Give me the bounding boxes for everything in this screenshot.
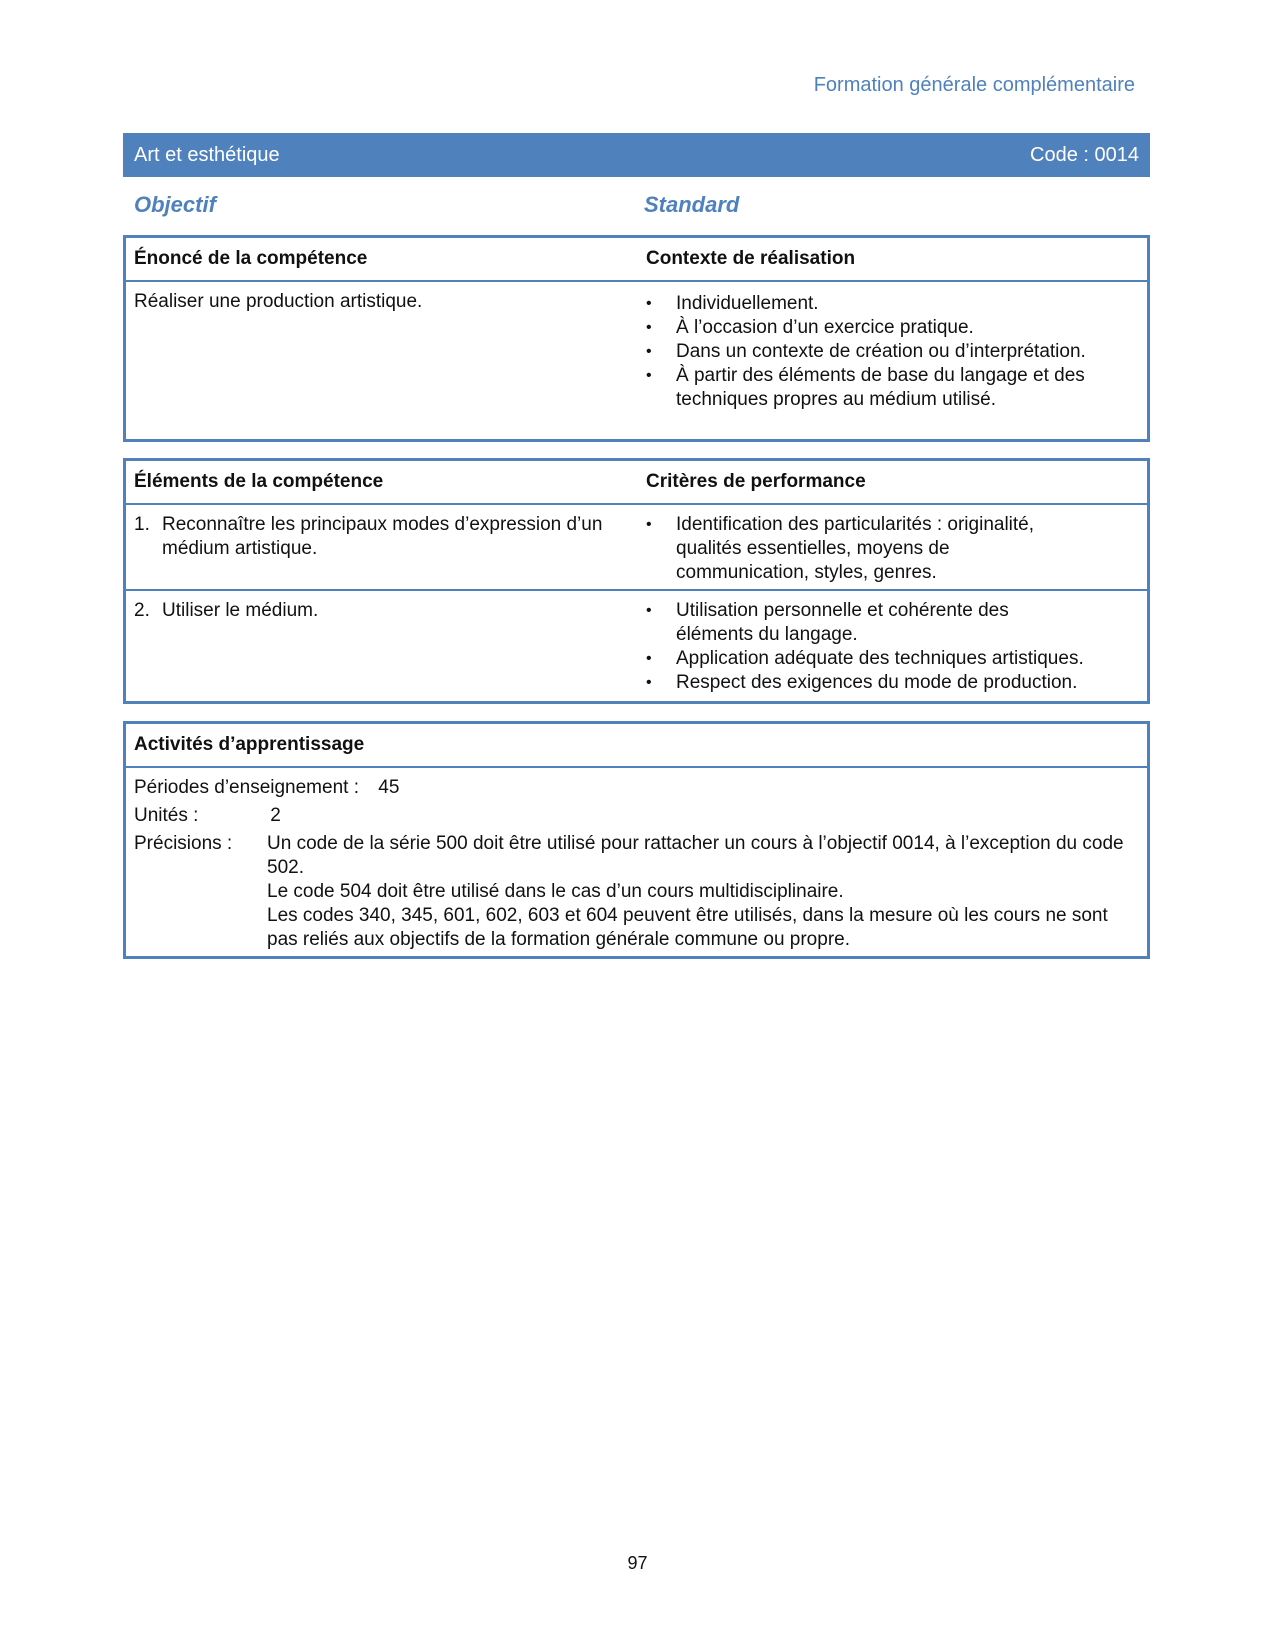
list-item: • Identification des particularités : originalité, qualités essentielles, moyens de communication, styles, genres. <box>646 513 1071 585</box>
section-title-bar <box>123 133 1150 177</box>
activities-title: Activités d’apprentissage <box>134 734 365 755</box>
standard-title: Standard <box>644 192 740 217</box>
precision-item: Le code 504 doit être utilisé dans le cas d’un cours multidisciplinaire. <box>267 881 844 902</box>
statement-header: Énoncé de la compétence <box>134 248 368 269</box>
precisions-block <box>126 832 1147 952</box>
context-header: Contexte de réalisation <box>646 248 856 269</box>
periods-line <box>134 776 399 800</box>
criteria-list-2 <box>646 599 1126 695</box>
periods-label: Périodes d’enseignement : <box>134 777 359 798</box>
objective-title: Objectif <box>134 192 216 217</box>
element-text: Reconnaître les principaux modes d’expression d’un médium artistique. <box>162 514 603 559</box>
list-item: • À partir des éléments de base du langage et des techniques propres au médium utilisé. <box>646 364 1116 412</box>
table-row <box>126 589 1147 703</box>
precision-item: Les codes 340, 345, 601, 602, 603 et 604 peuvent être utilisés, dans la mesure où les cours ne sont pas reliés aux objectifs de la formation générale commune ou propre. <box>267 905 1108 950</box>
element-1 <box>134 513 632 561</box>
elements-table <box>123 458 1150 704</box>
page-number: 97 <box>627 1553 648 1573</box>
element-number: 1. <box>134 514 150 535</box>
activities-box <box>123 721 1150 959</box>
precisions-label: Précisions : <box>134 833 233 854</box>
elements-table-header <box>126 461 1147 505</box>
units-value: 2 <box>270 805 281 826</box>
element-text: Utiliser le médium. <box>162 600 319 621</box>
context-list <box>646 292 1116 412</box>
list-item: • Individuellement. <box>646 292 1116 316</box>
section-code: Code : 0014 <box>1030 143 1139 166</box>
table-row <box>126 505 1147 589</box>
criteria-header: Critères de performance <box>646 471 866 492</box>
list-item: • Application adéquate des techniques artistiques. <box>646 647 1126 671</box>
running-header: Formation générale complémentaire <box>813 74 1135 96</box>
list-item: • Dans un contexte de création ou d’interprétation. <box>646 340 1116 364</box>
competence-table-header <box>126 238 1147 282</box>
section-title: Art et esthétique <box>134 143 280 166</box>
list-item: • À l’occasion d’un exercice pratique. <box>646 316 1116 340</box>
element-2 <box>134 599 632 623</box>
activities-header <box>126 724 1147 768</box>
competence-statement: Réaliser une production artistique. <box>134 291 423 312</box>
precision-item: Un code de la série 500 doit être utilisé pour rattacher un cours à l’objectif 0014, à l’exception du code 502. <box>267 833 1124 878</box>
periods-value: 45 <box>378 777 400 798</box>
criteria-list-1 <box>646 513 1071 585</box>
units-label: Unités : <box>134 805 199 826</box>
precisions-text <box>267 832 1127 952</box>
list-item: • Respect des exigences du mode de production. <box>646 671 1126 695</box>
competence-table <box>123 235 1150 442</box>
elements-header: Éléments de la compétence <box>134 471 384 492</box>
list-item: • Utilisation personnelle et cohérente des éléments du langage. <box>646 599 1066 647</box>
units-line <box>134 804 281 828</box>
element-number: 2. <box>134 600 150 621</box>
competence-row <box>126 282 1147 440</box>
